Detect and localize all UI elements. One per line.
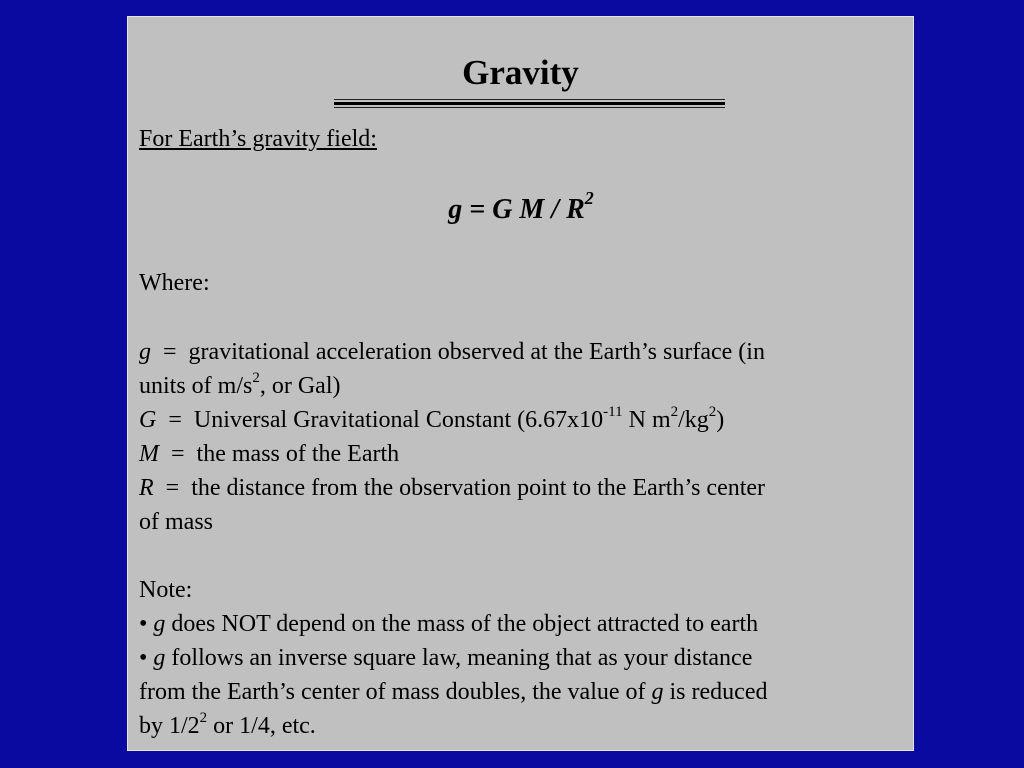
symbol-g: g (153, 645, 166, 671)
where-label: Where: (139, 270, 210, 296)
bullet-icon: • (139, 645, 148, 671)
definition-G-text-b: N m (622, 407, 671, 433)
definition-G-line (139, 403, 903, 437)
equals-sign: = (171, 441, 185, 467)
exponent-2: 2 (199, 710, 208, 726)
definition-R-line2: of mass (139, 509, 213, 535)
definition-M-line (139, 437, 903, 471)
note-bullet-2-line2 (139, 675, 903, 709)
definition-g-units-a: units of m/s (139, 373, 253, 399)
note-1-text: does NOT depend on the mass of the object attracted to earth (165, 611, 759, 637)
symbol-g: g (153, 611, 166, 637)
definition-g-line2 (139, 369, 903, 403)
intro-text: For Earth’s gravity field: (139, 126, 377, 152)
note-bullet-2-line1 (139, 641, 903, 675)
slide-panel (127, 16, 914, 751)
symbol-G: G (139, 407, 157, 433)
symbol-g: g (651, 679, 664, 705)
bullet-icon: • (139, 611, 148, 637)
units-exponent: 2 (252, 370, 260, 386)
equals-sign: = (165, 475, 180, 501)
note-2-text-1: follows an inverse square law, meaning that as your distance (165, 645, 753, 671)
definition-R-line1 (139, 471, 903, 505)
definition-G-text-a: Universal Gravitational Constant (6.67x10 (193, 407, 604, 433)
definition-g-line1 (139, 335, 903, 369)
definition-M-text: the mass of the Earth (196, 441, 400, 467)
symbol-R: R (139, 475, 154, 501)
definition-R-text: the distance from the observation point to the Earth’s center (191, 475, 766, 501)
symbol-g: g (139, 339, 151, 365)
note-bullet-2-line3 (139, 709, 903, 743)
slide-title: Gravity (462, 53, 579, 92)
definition-g-text: gravitational acceleration observed at the Earth’s surface (in (188, 339, 765, 365)
definition-G-text-c: /kg (678, 407, 709, 433)
intro-line (139, 122, 903, 156)
note-label: Note: (139, 577, 193, 603)
title-divider (334, 99, 725, 108)
equation-text: g = G M / R (448, 194, 585, 225)
note-2-text-2a: from the Earth’s center of mass doubles, the value of (139, 679, 652, 705)
definition-G-text-d: ) (716, 407, 725, 433)
note-2-text-3a: by 1/2 (139, 713, 200, 739)
note-2-text-3b: or 1/4, etc. (207, 713, 316, 739)
equation-exponent: 2 (584, 187, 594, 208)
exponent-neg11: -11 (603, 404, 623, 420)
note-2-text-2b: is reduced (663, 679, 768, 705)
symbol-M: M (139, 441, 159, 467)
note-bullet-1 (139, 607, 903, 641)
gravity-equation (139, 187, 903, 227)
equals-sign: = (163, 339, 177, 365)
exponent-kg2: 2 (708, 404, 717, 420)
definition-g-units-b: , or Gal) (259, 373, 341, 399)
exponent-m2: 2 (670, 404, 679, 420)
equals-sign: = (168, 407, 182, 433)
